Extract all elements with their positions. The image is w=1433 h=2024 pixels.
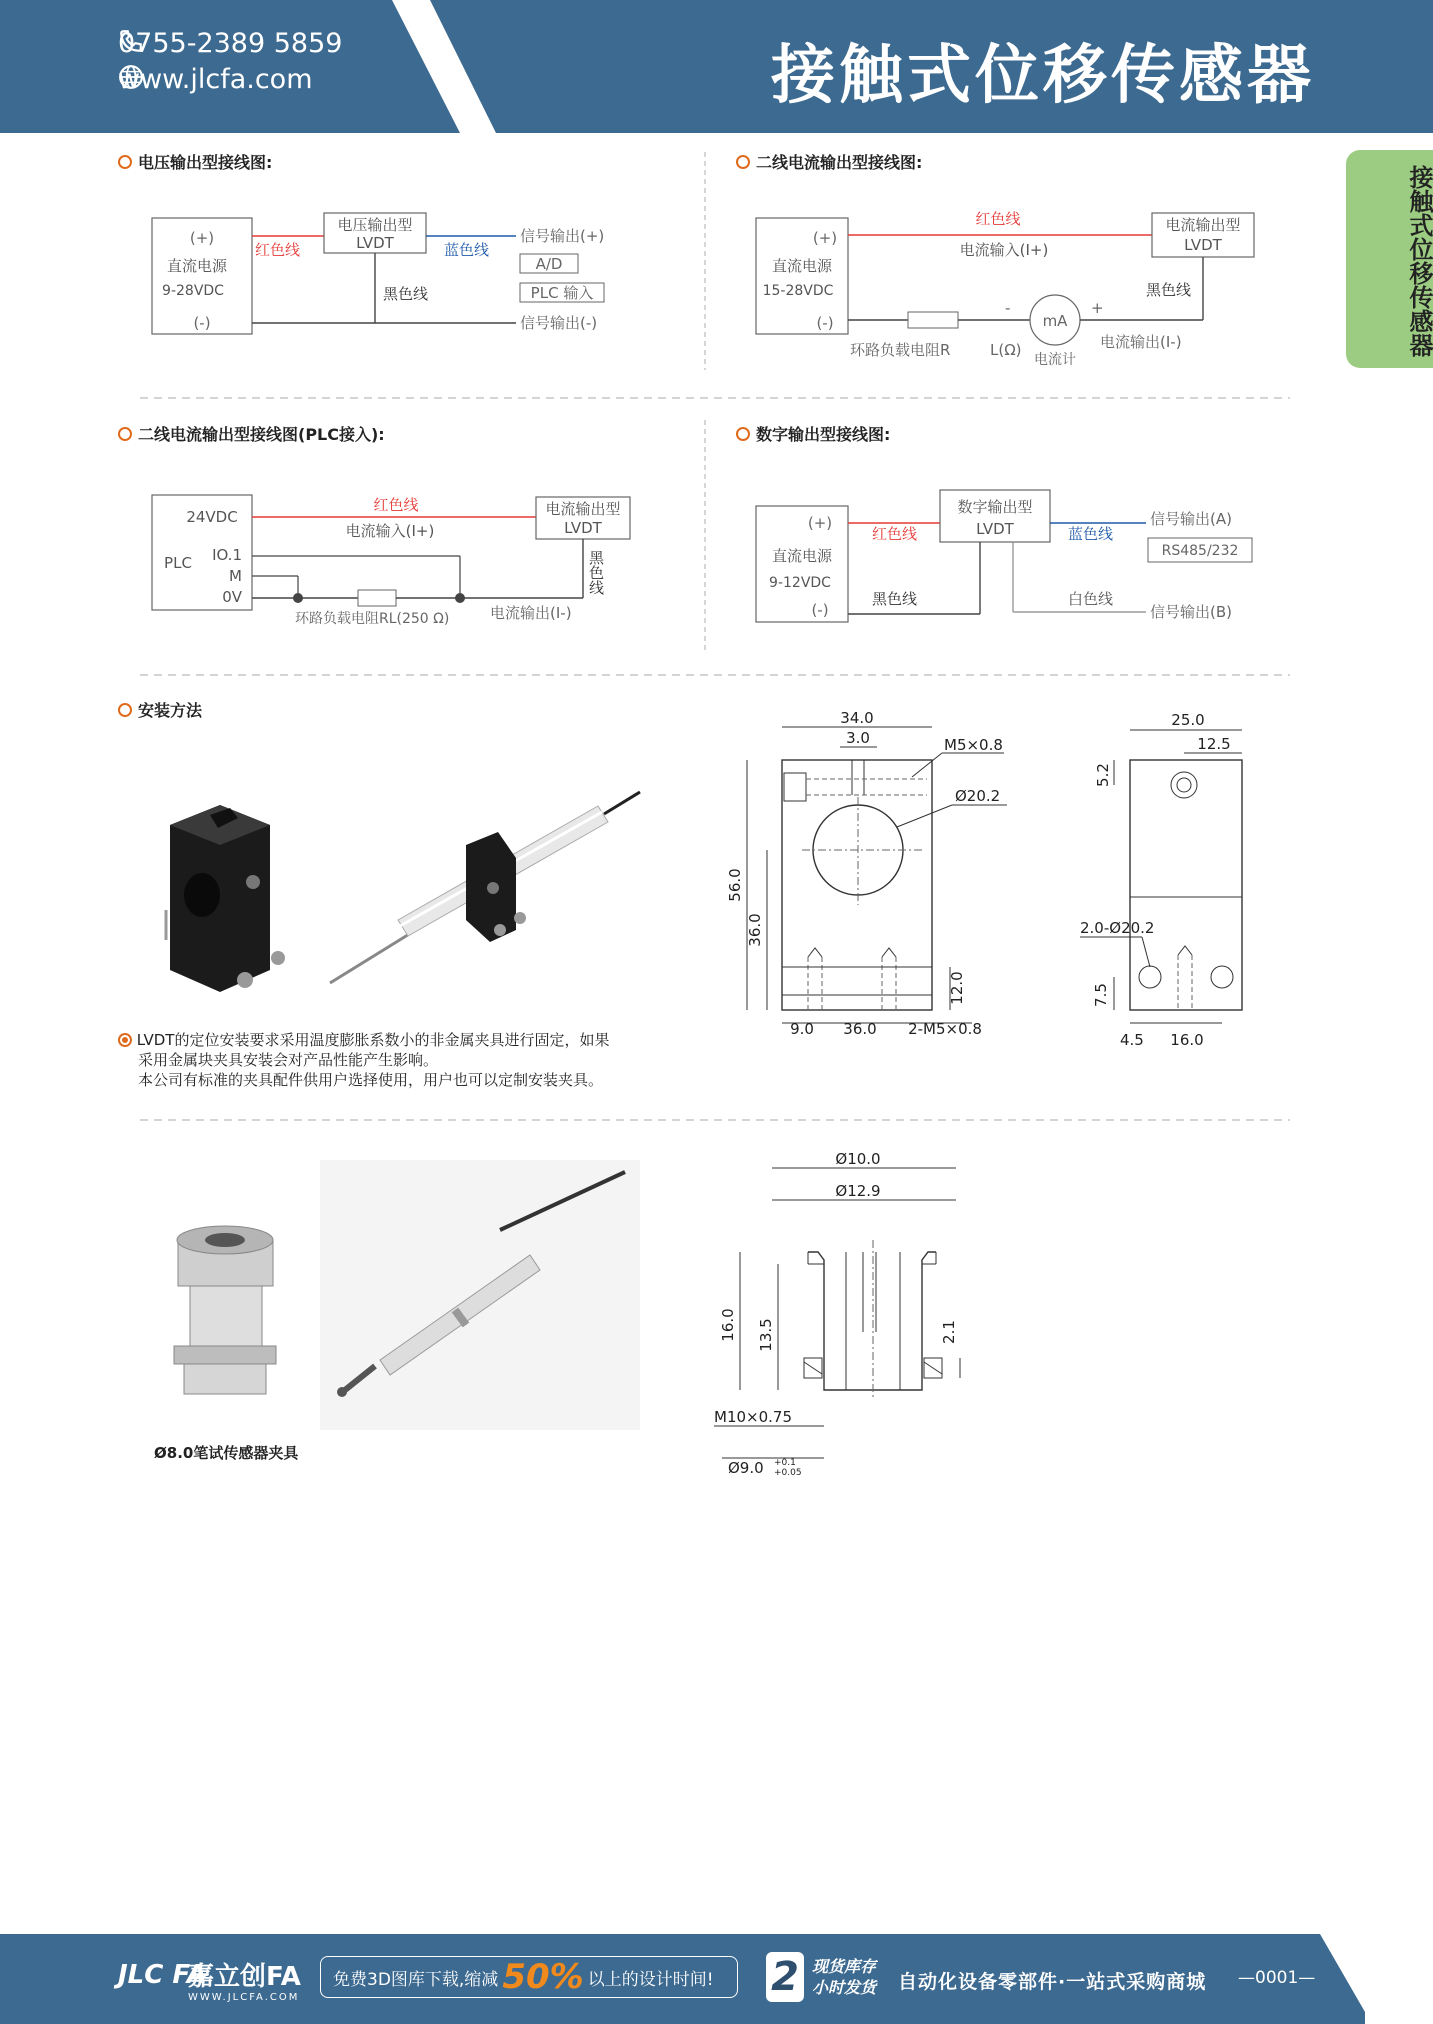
side-bottom2: 16.0 bbox=[1170, 1031, 1204, 1049]
signal-a-label: 信号输出(A) bbox=[1150, 510, 1232, 528]
footer-logo-cn: 嘉立创FA bbox=[188, 1962, 301, 1992]
footer-promo-box bbox=[320, 1956, 738, 1998]
psu-label: 直流电源 bbox=[166, 257, 228, 275]
white-wire-label: 白色线 bbox=[1068, 590, 1114, 608]
side-hole-height: 5.2 bbox=[1094, 763, 1112, 787]
psu-plus-label: (+) bbox=[807, 514, 833, 532]
lvdt-box-line2: LVDT bbox=[564, 519, 602, 537]
installation-note bbox=[118, 1030, 609, 1090]
lvdt-box-line1: 电流输出型 bbox=[1165, 216, 1241, 234]
side-hole-offset: 7.5 bbox=[1092, 983, 1110, 1007]
current-out-label: 电流输出(I-) bbox=[1100, 333, 1182, 351]
dim-width: 34.0 bbox=[840, 709, 874, 727]
note-line2: 采用金属块夹具安装会对产品性能产生影响。 bbox=[138, 1051, 439, 1069]
psu-label: 直流电源 bbox=[771, 547, 833, 565]
footer-logo-url: WWW.JLCFA.COM bbox=[188, 1992, 300, 2003]
note-line3: 本公司有标准的夹具配件供用户选择使用，用户也可以定制安装夹具。 bbox=[138, 1071, 604, 1089]
dim-bottom1: 9.0 bbox=[790, 1020, 814, 1038]
psu-range: 9-28VDC bbox=[162, 283, 224, 299]
pen-sensor-photo bbox=[320, 1160, 640, 1430]
dim-d1: Ø10.0 bbox=[835, 1150, 881, 1168]
lvdt-box-line1: 数字输出型 bbox=[957, 498, 1033, 516]
psu-minus-label: (-) bbox=[816, 314, 834, 332]
dim-h1: 16.0 bbox=[719, 1308, 737, 1342]
resistor-label: 环路负载电阻RL(250 Ω) bbox=[295, 611, 450, 627]
bullet-icon bbox=[736, 427, 750, 441]
resistor-label: 环路负载电阻R bbox=[850, 341, 951, 359]
blue-wire-label: 蓝色线 bbox=[1068, 525, 1114, 543]
note-bullet-icon bbox=[118, 1033, 132, 1047]
psu-minus-label: (-) bbox=[193, 314, 211, 332]
pen-clamp-technical-drawing bbox=[700, 1140, 1020, 1490]
dim-thread: M5×0.8 bbox=[944, 736, 1003, 754]
clamp-block-photo bbox=[166, 805, 285, 992]
ammeter-label: 电流计 bbox=[1034, 352, 1076, 368]
clamp-technical-drawing bbox=[722, 705, 1252, 1050]
plc-wiring-diagram bbox=[140, 490, 640, 630]
pen-clamp-photo bbox=[174, 1226, 276, 1394]
io-label: IO.1 bbox=[212, 546, 242, 564]
red-wire-label: 红色线 bbox=[872, 525, 918, 543]
meter-label: mA bbox=[1042, 312, 1068, 330]
current-out-label: 电流输出(I-) bbox=[490, 604, 572, 622]
digital-wiring-diagram bbox=[750, 488, 1270, 638]
side-half-width: 12.5 bbox=[1197, 735, 1231, 753]
psu-plus-label: (+) bbox=[189, 229, 215, 247]
digital-section-title: 数字输出型接线图: bbox=[736, 422, 890, 445]
voltage-wiring-diagram bbox=[140, 195, 660, 345]
current-in-label: 电流输入(I+) bbox=[959, 241, 1049, 259]
voltage-section-title: 电压输出型接线图: bbox=[118, 150, 272, 173]
dim-tol-lo: +0.05 bbox=[774, 1468, 802, 1478]
dim-h3: 2.1 bbox=[940, 1320, 958, 1344]
black-wire-label: 黑色线 bbox=[872, 590, 918, 608]
bullet-icon bbox=[118, 155, 132, 169]
promo-percent: 50% bbox=[502, 1957, 584, 1997]
promo-text-post: 以上的设计时间! bbox=[587, 1969, 714, 1990]
dim-thread: M10×0.75 bbox=[714, 1408, 792, 1426]
pen-clamp-photos bbox=[170, 1160, 640, 1430]
page-number: —0001— bbox=[1238, 1968, 1316, 1988]
lvdt-box-line1: 电压输出型 bbox=[337, 216, 413, 234]
bullet-icon bbox=[118, 427, 132, 441]
dim-slot: 3.0 bbox=[846, 729, 870, 747]
lvdt-box-line2: LVDT bbox=[1184, 236, 1222, 254]
clamp-product-photos bbox=[160, 770, 650, 1000]
dim-height: 56.0 bbox=[726, 868, 744, 902]
two-hour-badge: 2 bbox=[766, 1952, 804, 2002]
black-wire-label: 黑色线 bbox=[587, 550, 605, 595]
blue-wire-label: 蓝色线 bbox=[444, 241, 490, 259]
bullet-icon bbox=[736, 155, 750, 169]
phone-number: 0755-2389 5859 bbox=[118, 28, 343, 59]
red-wire-label: 红色线 bbox=[373, 496, 419, 514]
plc-label: PLC bbox=[164, 554, 192, 572]
plc-section-title: 二线电流输出型接线图(PLC接入): bbox=[118, 422, 385, 445]
psu-minus-label: (-) bbox=[811, 601, 829, 619]
signal-minus-label: 信号输出(-) bbox=[520, 314, 598, 332]
lvdt-box-line2: LVDT bbox=[976, 520, 1014, 538]
dim-bottom2: 36.0 bbox=[843, 1020, 877, 1038]
promo-text-pre: 免费3D图库下载,缩减 bbox=[333, 1969, 499, 1990]
dim-tol-hi: +0.1 bbox=[774, 1458, 796, 1468]
stock-text: 现货库存 小时发货 bbox=[812, 1957, 877, 1997]
current-in-label: 电流输入(I+) bbox=[345, 522, 435, 540]
note-line1: LVDT的定位安装要求采用温度膨胀系数小的非金属夹具进行固定，如果 bbox=[136, 1031, 610, 1049]
psu-label: 直流电源 bbox=[771, 257, 833, 275]
ad-box-label: A/D bbox=[535, 255, 563, 273]
website-link[interactable]: www.jlcfa.com bbox=[118, 64, 313, 95]
psu-range: 15-28VDC bbox=[762, 283, 834, 299]
two-wire-section-title: 二线电流输出型接线图: bbox=[736, 150, 922, 173]
dim-h2: 13.5 bbox=[757, 1318, 775, 1352]
m-label: M bbox=[229, 567, 242, 585]
meter-plus-sign: + bbox=[1091, 299, 1104, 317]
meter-minus-sign: - bbox=[1005, 299, 1011, 317]
bullet-icon bbox=[118, 703, 132, 717]
dim-height3: 12.0 bbox=[948, 971, 966, 1005]
side-tab-label: 接触式位移传感器 bbox=[1405, 165, 1433, 357]
pen-clamp-caption: Ø8.0笔试传感器夹具 bbox=[154, 1444, 299, 1462]
lvdt-box-line1: 电流输出型 bbox=[545, 500, 621, 518]
side-width: 25.0 bbox=[1171, 711, 1205, 729]
install-section-title: 安装方法 bbox=[118, 698, 202, 721]
lvdt-sensor-with-clamp-photo bbox=[330, 792, 640, 983]
dim-bore: Ø20.2 bbox=[955, 787, 1001, 805]
plc-input-label: PLC 输入 bbox=[530, 284, 594, 302]
red-wire-label: 红色线 bbox=[975, 210, 1021, 228]
signal-plus-label: 信号输出(+) bbox=[520, 227, 605, 245]
black-wire-label: 黑色线 bbox=[1146, 281, 1192, 299]
zero-volt-label: 0V bbox=[222, 588, 242, 606]
dim-d3: Ø9.0 bbox=[728, 1459, 764, 1477]
footer-slogan: 自动化设备零部件·一站式采购商城 bbox=[898, 1971, 1207, 1993]
black-wire-label: 黑色线 bbox=[383, 285, 429, 303]
lvdt-box-line2: LVDT bbox=[356, 234, 394, 252]
ohm-label: L(Ω) bbox=[990, 341, 1022, 359]
red-wire-label: 红色线 bbox=[255, 241, 301, 259]
dim-d2: Ø12.9 bbox=[835, 1182, 881, 1200]
dim-height2: 36.0 bbox=[746, 913, 764, 947]
page-title: 接触式位移传感器 bbox=[771, 39, 1315, 113]
rs485-label: RS485/232 bbox=[1161, 543, 1239, 559]
psu-range: 9-12VDC bbox=[769, 575, 831, 591]
dim-bottom3: 2-M5×0.8 bbox=[908, 1020, 982, 1038]
footer-logo[interactable]: JLC FA bbox=[118, 1960, 207, 1990]
side-holes: 2.0-Ø20.2 bbox=[1080, 919, 1155, 937]
psu-plus-label: (+) bbox=[812, 229, 838, 247]
vdc-label: 24VDC bbox=[186, 508, 238, 526]
signal-b-label: 信号输出(B) bbox=[1150, 603, 1232, 621]
side-bottom1: 4.5 bbox=[1120, 1031, 1144, 1049]
two-wire-diagram bbox=[750, 195, 1270, 375]
